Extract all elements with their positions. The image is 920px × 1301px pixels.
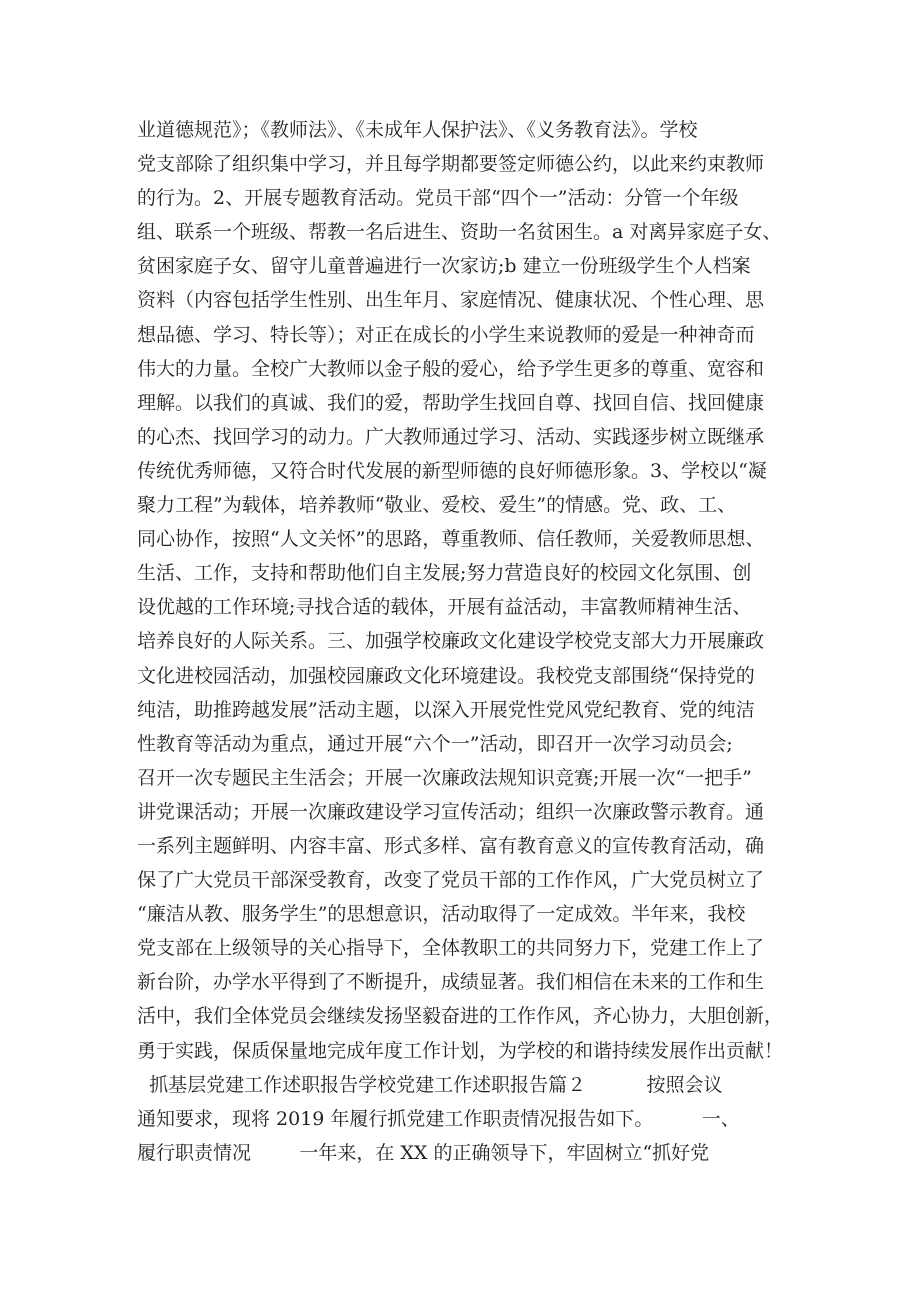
text-line: 活中，我们全体党员会继续发扬坚毅奋进的工作作风，齐心协力，大胆创新， bbox=[137, 1005, 784, 1028]
text-line: 贫困家庭子女、留守儿童普遍进行一次家访;b 建立一份班级学生个人档案 bbox=[137, 255, 751, 278]
text-line: 党支部除了组织集中学习，并且每学期都要签定师德公约，以此来约束教师 bbox=[137, 153, 765, 176]
text-line: 性教育等活动为重点，通过开展“六个一”活动，即召开一次学习动员会; bbox=[137, 732, 733, 755]
text-line: 传统优秀师德，又符合时代发展的新型师德的良好师德形象。3、学校以“凝 bbox=[137, 459, 767, 482]
text-line: 履行职责情况 一年来，在 XX 的正确领导下，牢固树立“抓好党 bbox=[137, 1141, 710, 1164]
text-line: 同心协作，按照“人文关怀”的思路，尊重教师、信任教师，关爱教师思想、 bbox=[137, 528, 765, 551]
text-line: 伟大的力量。全校广大教师以金子般的爱心，给予学生更多的尊重、宽容和 bbox=[137, 357, 765, 380]
text-line: 一系列主题鲜明、内容丰富、形式多样、富有教育意义的宣传教育活动，确 bbox=[137, 834, 765, 857]
section-heading-line: 抓基层党建工作述职报告学校党建工作述职报告篇２ 按照会议 bbox=[137, 1073, 723, 1096]
text-line: 业道德规范》；《教师法》、《未成年人保护法》、《义务教育法》。学校 bbox=[137, 119, 698, 141]
text-line: 想品德、学习、特长等）；对正在成长的小学生来说教师的爱是一种神奇而 bbox=[137, 323, 755, 346]
body-text bbox=[137, 113, 797, 1170]
text-line: 聚力工程”为载体，培养教师“敬业、爱校、爱生”的情感。党、政、工、 bbox=[137, 494, 737, 517]
text-line: 的行为。2、开展专题教育活动。党员干部“四个一”活动：分管一个年级 bbox=[137, 187, 739, 210]
text-line: 组、联系一个班级、帮教一名后进生、资助一名贫困生。a 对离异家庭子女、 bbox=[137, 221, 782, 244]
text-line: 文化进校园活动，加强校园廉政文化环境建设。我校党支部围绕“保持党的 bbox=[137, 664, 755, 687]
text-line: 纯洁，助推跨越发展”活动主题，以深入开展党性党风党纪教育、党的纯洁 bbox=[137, 698, 755, 721]
text-line: 理解。以我们的真诚、我们的爱，帮助学生找回自尊、找回自信、找回健康 bbox=[137, 391, 765, 414]
text-line: 党支部在上级领导的关心指导下，全体教职工的共同努力下，党建工作上了 bbox=[137, 937, 765, 960]
text-line: 通知要求，现将 2019 年履行抓党建工作职责情况报告如下。 一、 bbox=[137, 1107, 740, 1130]
text-line: 培养良好的人际关系。三、加强学校廉政文化建设学校党支部大力开展廉政 bbox=[137, 630, 765, 653]
text-line: 讲党课活动；开展一次廉政建设学习宣传活动；组织一次廉政警示教育。通 bbox=[137, 800, 765, 823]
text-line: 保了广大党员干部深受教育，改变了党员干部的工作作风，广大党员树立了 bbox=[137, 869, 765, 892]
text-line: “廉洁从教、服务学生”的思想意识，活动取得了一定成效。半年来，我校 bbox=[137, 903, 746, 926]
text-line: 勇于实践，保质保量地完成年度工作计划，为学校的和谐持续发展作出贡献！ bbox=[137, 1039, 784, 1062]
text-line: 生活、工作，支持和帮助他们自主发展;努力营造良好的校园文化氛围、创 bbox=[137, 562, 752, 585]
text-line: 新台阶，办学水平得到了不断提升，成绩显著。我们相信在未来的工作和生 bbox=[137, 971, 765, 994]
text-line: 设优越的工作环境;寻找合适的载体，开展有益活动，丰富教师精神生活、 bbox=[137, 596, 752, 619]
text-line: 的心杰、找回学习的动力。广大教师通过学习、活动、实践逐步树立既继承 bbox=[137, 425, 765, 448]
text-line: 资料（内容包括学生性别、出生年月、家庭情况、健康状况、个性心理、思 bbox=[137, 289, 765, 312]
text-line: 召开一次专题民主生活会；开展一次廉政法规知识竞赛;开展一次“一把手” bbox=[137, 766, 752, 789]
